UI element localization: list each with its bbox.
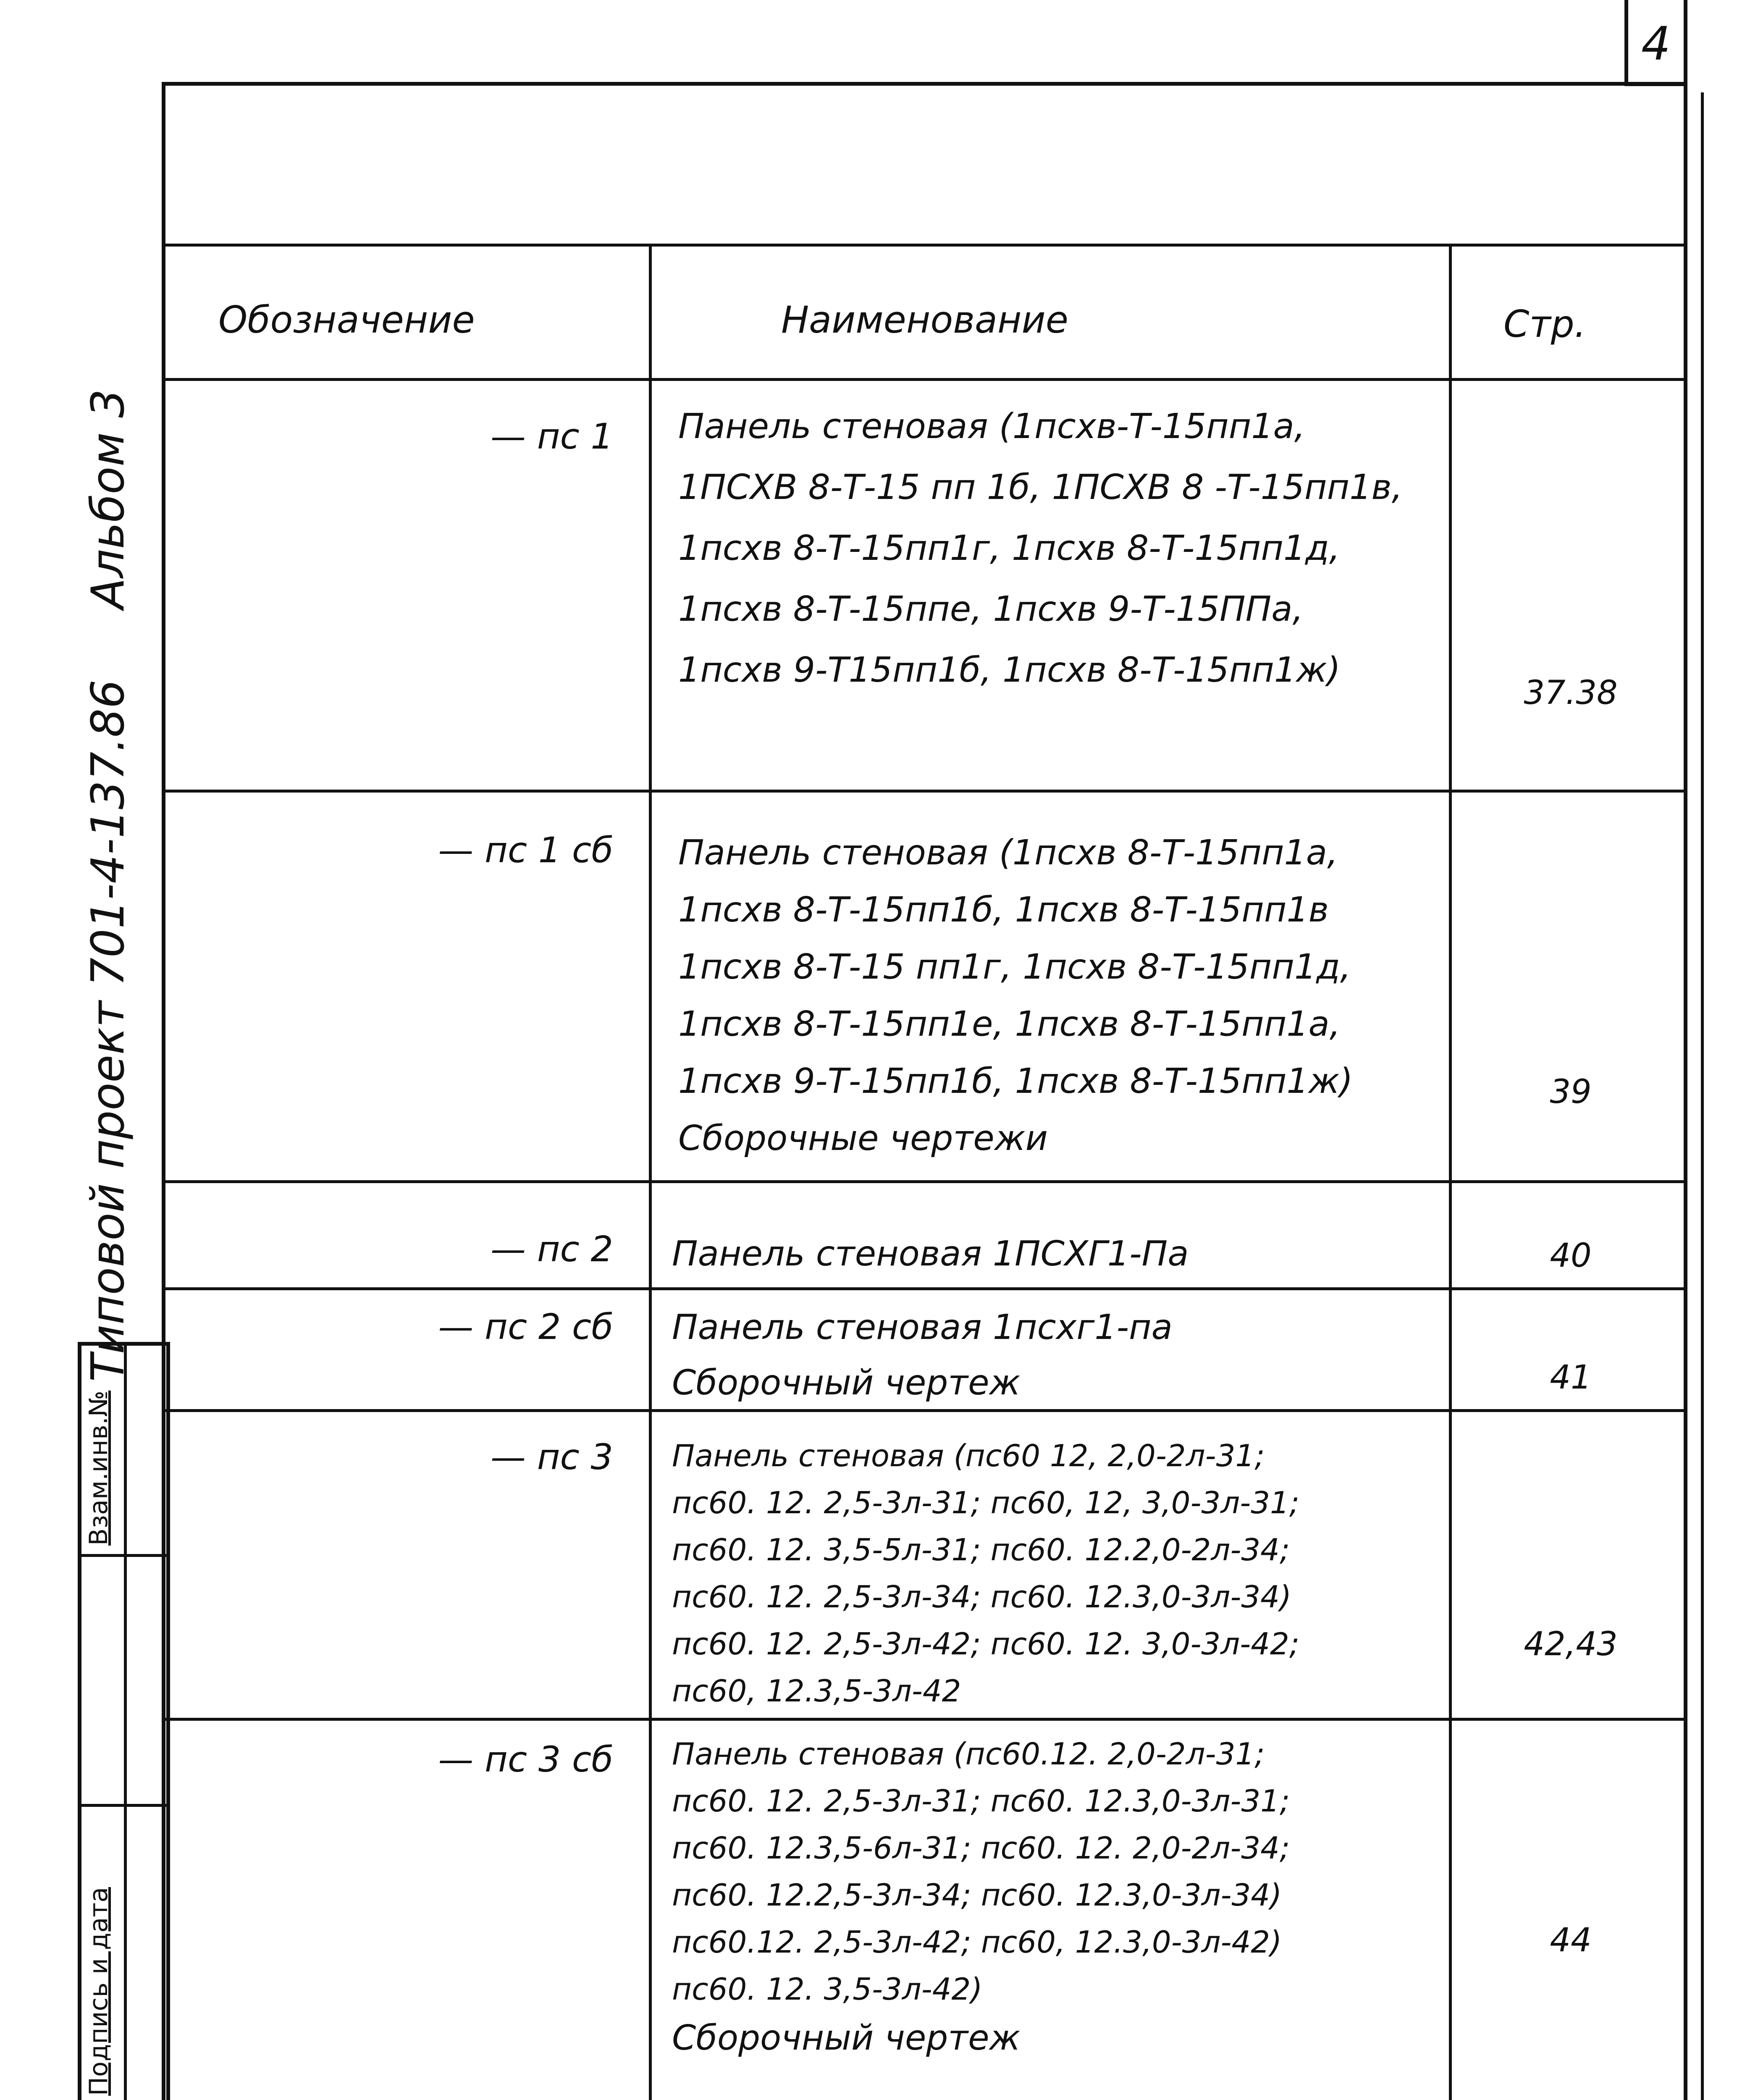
name-line: Панель стеновая (1пcxв 8-Т-15пп1а, [678, 833, 1338, 873]
row-code: — пс 2 сб [438, 1306, 613, 1347]
name-line: Сборочные чертежи [678, 1118, 1048, 1158]
name-line: пс60. 12.2,5-3л-34; пс60. 12.3,0-3л-34) [672, 1877, 1282, 1913]
right-margin-line [1701, 92, 1704, 2100]
name-line: пс60. 12. 3,5-3л-42) [672, 1971, 983, 2007]
row-name [672, 1736, 1290, 2058]
stamp-label-signature: Подпись и дата [84, 1887, 113, 2096]
row-name [678, 407, 1403, 690]
row-name [672, 1234, 1189, 1274]
name-line: 1пcxв 8-Т-15ппе, 1пcxв 9-Т-15ППа, [678, 589, 1304, 629]
name-line: Сборочный чертеж [672, 1363, 1021, 1403]
row-page: 42,43 [1524, 1625, 1618, 1663]
row-page: 41 [1550, 1359, 1592, 1396]
name-line: пс60. 12. 2,5-3л-31; пс60. 12.3,0-3л-31; [672, 1783, 1290, 1819]
header-bottom-line [162, 378, 1687, 381]
name-line: 1пcxв 9-Т15пп1б, 1пcxв 8-Т-15пп1ж) [678, 650, 1341, 690]
row-sep-1 [162, 790, 1687, 793]
name-line: 1пcxв 8-Т-15пп1е, 1пcxв 8-Т-15пп1а, [678, 1004, 1341, 1044]
page-number: 4 [1641, 17, 1671, 71]
name-line: Панель стеновая 1пcxг1-па [672, 1307, 1173, 1347]
name-line: 1пcxв 8-Т-15 пп1г, 1пcxв 8-Т-15пп1д, [678, 947, 1351, 987]
stamp-sep-1 [78, 1554, 168, 1557]
header-designation: Обозначение [218, 298, 475, 341]
row-code: — пс 1 [491, 416, 613, 457]
row-code: — пс 3 сб [438, 1739, 613, 1780]
name-line: пс60. 12. 2,5-3л-31; пс60, 12, 3,0-3л-31; [672, 1485, 1300, 1520]
row-name [678, 833, 1353, 1158]
col-sep-2 [1449, 244, 1452, 2100]
row-sep-4 [162, 1409, 1687, 1412]
name-line: пс60. 12. 2,5-3л-34; пс60. 12.3,0-3л-34) [672, 1579, 1292, 1614]
name-line: пс60. 12. 2,5-3л-42; пс60. 12. 3,0-3л-42; [672, 1626, 1300, 1662]
name-line: Панель стеновая (пс60 12, 2,0-2л-31; [672, 1438, 1265, 1473]
row-name [672, 1307, 1173, 1403]
project-label: Типовой проект 701-4-137.86 [82, 680, 134, 1382]
header-name: Наименование [781, 298, 1068, 341]
row-sep-3 [162, 1287, 1687, 1290]
col-sep-1 [649, 244, 652, 2100]
name-line: 1ПСХВ 8-Т-15 пп 1б, 1ПСХВ 8 -Т-15пп1в, [678, 467, 1403, 507]
name-line: пс60. 12.3,5-6л-31; пс60. 12. 2,0-2л-34; [672, 1830, 1290, 1866]
row-page: 37.38 [1524, 674, 1618, 712]
header-page: Стр. [1503, 302, 1586, 346]
row-code: — пс 1 сб [438, 830, 613, 871]
row-name [672, 1438, 1300, 1709]
row-sep-2 [162, 1180, 1687, 1183]
stamp-sep-2 [78, 1804, 168, 1807]
name-line: пс60. 12. 3,5-5л-31; пс60. 12.2,0-2л-34; [672, 1532, 1290, 1567]
name-line: Панель стеновая 1ПСХГ1-Па [672, 1234, 1189, 1274]
stamp-label-vzam: Взам.инв.№ [84, 1390, 113, 1546]
row-code: — пс 3 [491, 1436, 613, 1478]
name-line: 1пcxв 8-Т-15пп1б, 1пcxв 8-Т-15пп1в [678, 890, 1329, 930]
album-label: Альбом 3 [82, 389, 134, 609]
name-line: Панель стеновая (1пcxв-Т-15пп1а, [678, 407, 1305, 446]
row-sep-5 [162, 1718, 1687, 1721]
name-line: Панель стеновая (пс60.12. 2,0-2л-31; [672, 1736, 1265, 1772]
name-line: пс60.12. 2,5-3л-42; пс60, 12.3,0-3л-42) [672, 1924, 1282, 1960]
row-page: 39 [1550, 1073, 1592, 1111]
name-line: Сборочный чертеж [672, 2018, 1021, 2058]
row-page: 40 [1550, 1237, 1592, 1275]
row-code: — пс 2 [491, 1228, 613, 1270]
name-line: 1пcxв 9-Т-15пп1б, 1пcxв 8-Т-15пп1ж) [678, 1061, 1353, 1101]
name-line: 1пcxв 8-Т-15пп1г, 1пcxв 8-Т-15пп1д, [678, 528, 1340, 568]
name-line: пс60, 12.3,5-3л-42 [672, 1673, 961, 1709]
table-top-line [162, 244, 1687, 247]
row-page: 44 [1550, 1922, 1592, 1959]
stamp-divider [124, 1342, 127, 2100]
